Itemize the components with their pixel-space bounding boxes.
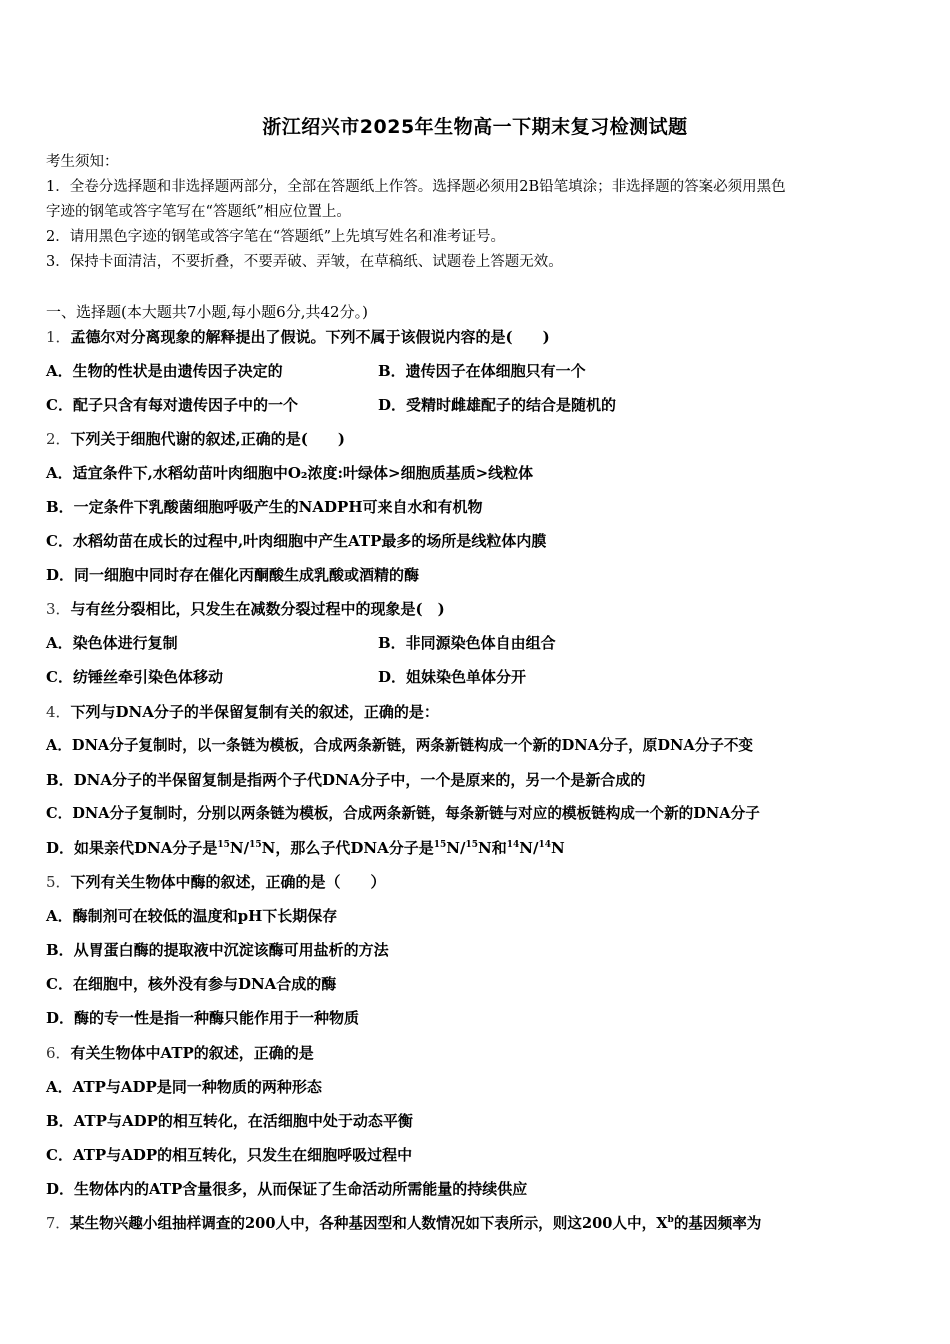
page-title: 浙江绍兴市2025年生物高一下期末复习检测试题: [262, 116, 688, 138]
isotope-mass: 15: [465, 840, 478, 850]
question-1: [46, 327, 550, 347]
question-7: [46, 1214, 761, 1234]
option-d-text: D．如果亲代DNA分子是: [46, 839, 218, 857]
question-stem: 的基因频率为: [673, 1215, 762, 1232]
question-number: 1．: [46, 328, 71, 346]
option-d: [46, 838, 565, 858]
notice-item: 字迹的钢笔或答字笔写在“答题纸”相应位置上。: [46, 204, 351, 220]
option-d-text: N/: [446, 839, 466, 857]
option-b: B．ATP与ADP的相互转化，在活细胞中处于动态平衡: [46, 1112, 413, 1130]
option-b: B．DNA分子的半保留复制是指两个子代DNA分子中，一个是原来的，另一个是新合成的: [46, 771, 646, 789]
question-stem: 某生物兴趣小组抽样调查的200人中，各种基因型和人数情况如下表所示，则这200人中，X: [69, 1215, 668, 1232]
question-5: [46, 872, 386, 892]
question-number: 3．: [46, 600, 71, 618]
question-6: [46, 1043, 314, 1063]
isotope-mass: 14: [506, 840, 520, 850]
question-stem: 孟德尔对分离现象的解释提出了假说。下列不属于该假说内容的是( ): [70, 328, 550, 346]
option-d-text: N/: [519, 839, 539, 857]
option-row: [46, 361, 283, 381]
option-d: D．同一细胞中同时存在催化丙酮酸生成乳酸或酒精的酶: [46, 566, 420, 584]
question-stem: 下列有关生物体中酶的叙述，正确的是（ ）: [70, 873, 386, 891]
notice-item: 1．全卷分选择题和非选择题两部分，全部在答题纸上作答。选择题必须用2B铅笔填涂；非选择题的答案必须用黑色: [46, 179, 786, 195]
option-d: D．受精时雌雄配子的结合是随机的: [378, 396, 617, 414]
question-number: 7．: [46, 1215, 70, 1232]
option-b: B．非同源染色体自由组合: [378, 634, 556, 652]
option-b: B．从胃蛋白酶的提取液中沉淀该酶可用盐析的方法: [46, 941, 389, 959]
option-c: C．ATP与ADP的相互转化，只发生在细胞呼吸过程中: [46, 1146, 413, 1164]
notice-heading: 考生须知：: [46, 154, 119, 170]
option-d-text: N/: [229, 839, 250, 857]
question-number: 6．: [46, 1044, 71, 1062]
isotope-mass: 15: [217, 840, 230, 850]
option-a: A．染色体进行复制: [46, 634, 178, 652]
option-a: A．酶制剂可在较低的温度和pH下长期保存: [46, 907, 338, 925]
question-2: [46, 429, 345, 449]
question-number: 5．: [46, 873, 71, 891]
option-a: A．DNA分子复制时，以一条链为模板，合成两条新链，两条新链构成一个新的DNA分子，原DNA分子不变: [46, 737, 754, 754]
question-3: [46, 599, 445, 619]
option-c: C．水稻幼苗在成长的过程中,叶肉细胞中产生ATP最多的场所是线粒体内膜: [46, 532, 547, 550]
question-number: 4．: [46, 703, 71, 721]
option-d: D．姐妹染色单体分开: [378, 668, 527, 686]
option-d-text: N，那么子代DNA分子是: [261, 839, 434, 857]
option-d: D．生物体内的ATP含量很多，从而保证了生命活动所需能量的持续供应: [46, 1180, 528, 1198]
option-b: B．遗传因子在体细胞只有一个: [378, 362, 586, 380]
isotope-mass: 15: [433, 840, 447, 850]
notice-item: 2．请用黑色字迹的钢笔或答字笔在“答题纸”上先填写姓名和准考证号。: [46, 229, 506, 245]
option-c: C．纺锤丝牵引染色体移动: [46, 668, 223, 686]
allele-superscript: b: [667, 1215, 674, 1225]
option-c: C．DNA分子复制时，分别以两条链为模板，合成两条新链，每条新链与对应的模板链构成一个新的DNA分子: [46, 805, 760, 822]
option-d: D．酶的专一性是指一种酶只能作用于一种物质: [46, 1009, 360, 1027]
section-heading: 一、选择题(本大题共7小题,每小题6分,共42分。): [46, 303, 368, 321]
question-stem: 下列关于细胞代谢的叙述,正确的是( ): [70, 430, 345, 448]
isotope-mass: 15: [249, 840, 262, 850]
option-c: C．配子只含有每对遗传因子中的一个: [46, 396, 298, 414]
question-4: [46, 702, 439, 722]
question-number: 2．: [46, 430, 71, 448]
option-a: A．生物的性状是由遗传因子决定的: [46, 362, 283, 380]
option-a: A．ATP与ADP是同一种物质的两种形态: [46, 1078, 322, 1096]
question-stem: 与有丝分裂相比，只发生在减数分裂过程中的现象是( ): [70, 600, 445, 618]
option-d-text: N和: [477, 839, 507, 857]
question-stem: 有关生物体中ATP的叙述，正确的是: [70, 1044, 314, 1062]
option-d-text: N: [550, 839, 565, 857]
option-b: B．一定条件下乳酸菌细胞呼吸产生的NADPH可来自水和有机物: [46, 498, 483, 516]
option-a: A．适宜条件下,水稻幼苗叶肉细胞中O₂浓度:叶绿体>细胞质基质>线粒体: [46, 464, 534, 482]
notice-item: 3．保持卡面清洁，不要折叠，不要弄破、弄皱，在草稿纸、试题卷上答题无效。: [46, 254, 563, 270]
question-stem: 下列与DNA分子的半保留复制有关的叙述，正确的是：: [70, 703, 439, 721]
option-c: C．在细胞中，核外没有参与DNA合成的酶: [46, 975, 337, 993]
isotope-mass: 14: [538, 840, 551, 850]
